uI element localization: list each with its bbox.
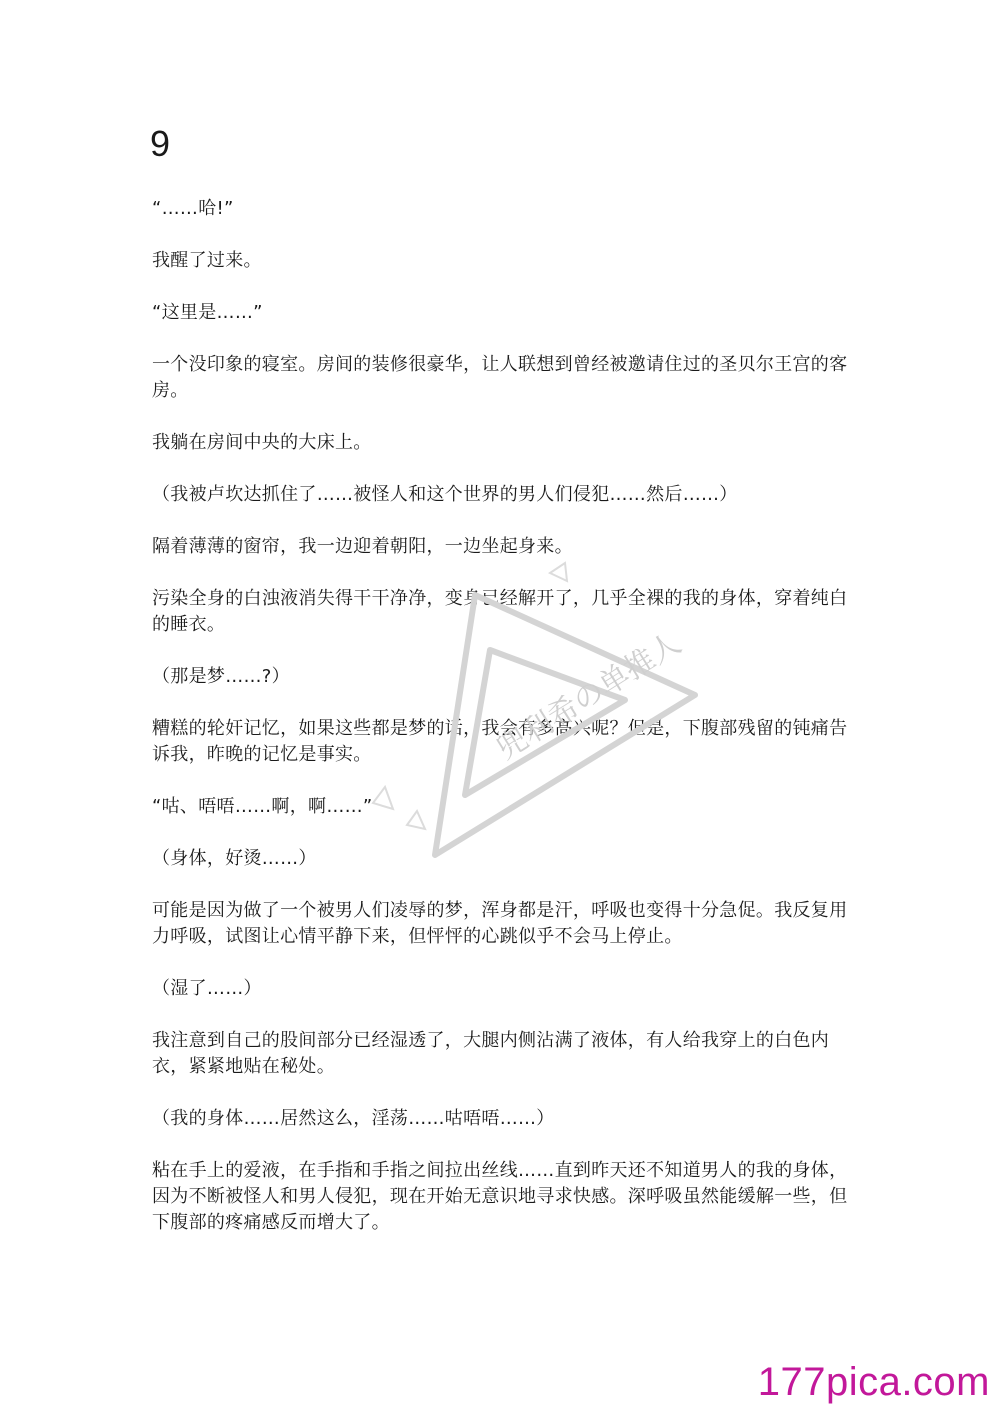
paragraph: 隔着薄薄的窗帘，我一边迎着朝阳，一边坐起身来。 <box>152 536 573 557</box>
paragraph: （我被卢坎达抓住了……被怪人和这个世界的男人们侵犯……然后……） <box>152 484 738 505</box>
paragraph: （那是梦……?） <box>152 666 290 687</box>
paragraph: 我注意到自己的股间部分已经湿透了，大腿内侧沾满了液体，有人给我穿上的白色内衣，紧紧地贴在秘处。 <box>152 1030 830 1077</box>
paragraph: （湿了……） <box>152 978 262 999</box>
site-watermark: 177pica.com <box>757 1360 990 1404</box>
body-text <box>152 196 852 1262</box>
paragraph: 我躺在房间中央的大床上。 <box>152 432 372 453</box>
paragraph: （身体，好烫……） <box>152 848 317 869</box>
paragraph: “这里是……” <box>152 302 263 323</box>
paragraph: 我醒了过来。 <box>152 250 262 271</box>
paragraph: 粘在手上的爱液，在手指和手指之间拉出丝线……直到昨天还不知道男人的我的身体，因为不断被怪人和男人侵犯，现在开始无意识地寻求快感。深呼吸虽然能缓解一些，但下腹部的疼痛感反而增大了。 <box>152 1160 848 1233</box>
chapter-number: 9 <box>150 123 171 164</box>
paragraph: 污染全身的白浊液消失得干干净净，变身已经解开了，几乎全裸的我的身体，穿着纯白的睡衣。 <box>152 588 848 635</box>
paragraph: 糟糕的轮奸记忆，如果这些都是梦的话，我会有多高兴呢？但是，下腹部残留的钝痛告诉我，昨晚的记忆是事实。 <box>152 718 848 765</box>
paragraph: 一个没印象的寝室。房间的装修很豪华，让人联想到曾经被邀请住过的圣贝尔王宫的客房。 <box>152 354 848 401</box>
paragraph: （我的身体……居然这么，淫荡……咕唔唔……） <box>152 1108 555 1129</box>
paragraph: “咕、唔唔……啊，啊……” <box>152 796 373 817</box>
paragraph: “……哈!” <box>152 198 234 219</box>
watermark-text: 兜利希の单推人 <box>490 625 688 767</box>
paragraph: 可能是因为做了一个被男人们凌辱的梦，浑身都是汗，呼吸也变得十分急促。我反复用力呼吸，试图让心情平静下来，但怦怦的心跳似乎不会马上停止。 <box>152 900 848 947</box>
